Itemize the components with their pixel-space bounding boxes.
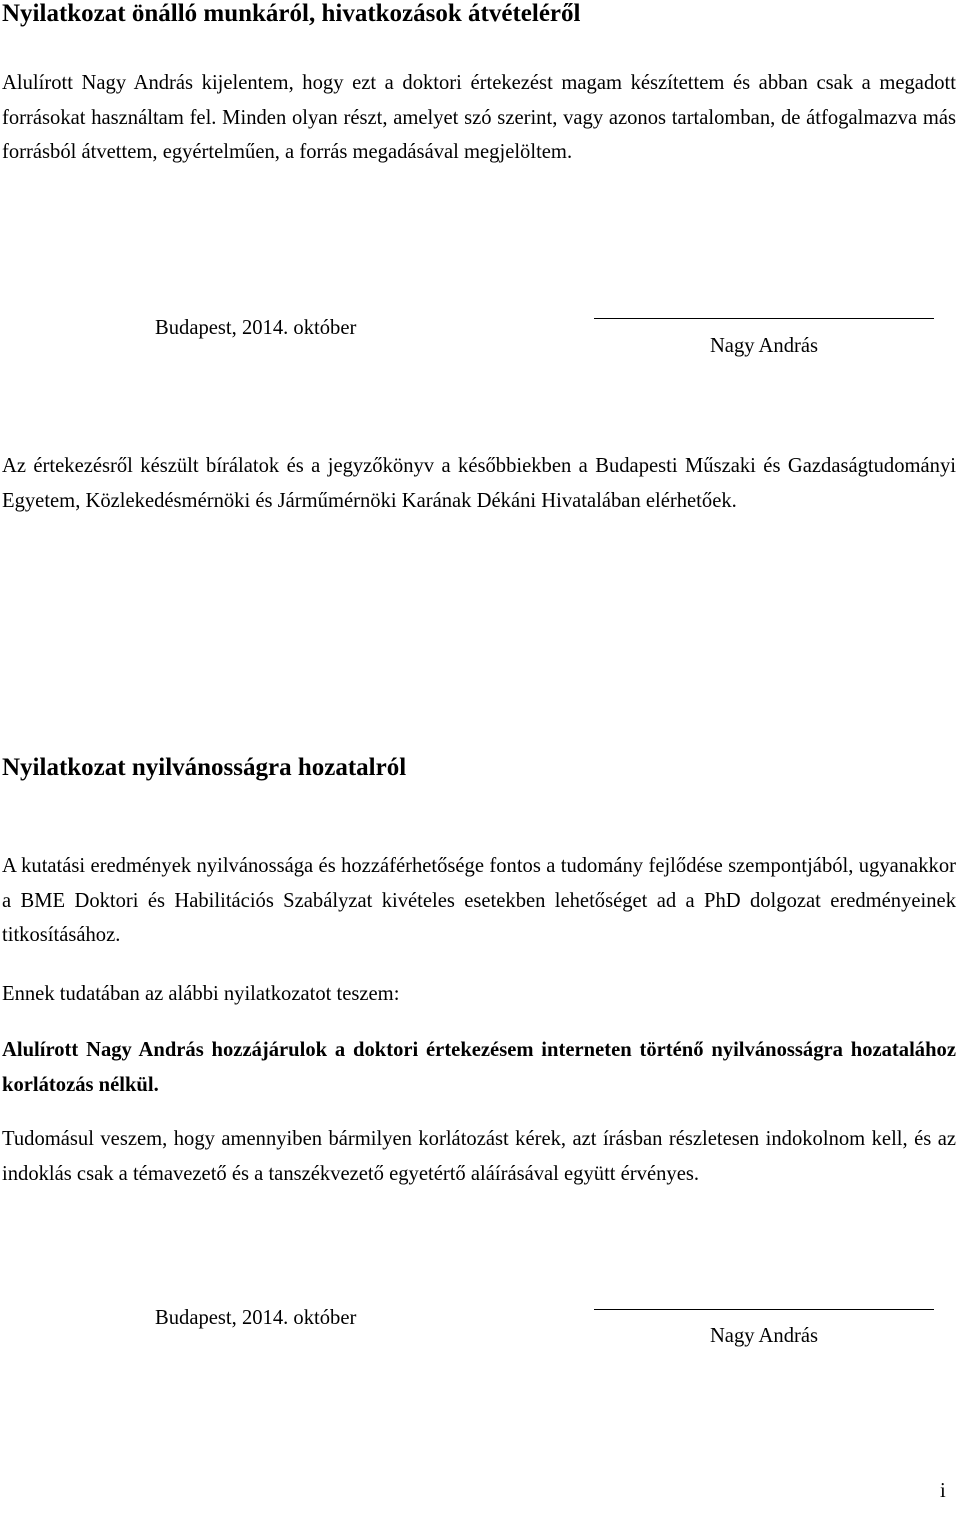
original-work-statement: Alulírott Nagy András kijelentem, hogy ezt a doktori értekezést magam készítettem és abban csak a megadott forrásokat használtam fel. Minden olyan részt, amelyet szó szerint, vagy azonos tartalomban, de átfogalmazva más forrásból átvettem, egyértelműen, a forrás megadásával megjelöltem. <box>2 72 956 164</box>
signature-line-1 <box>594 318 934 319</box>
restriction-acknowledgement: Tudomásul veszem, hogy amennyiben bármilyen korlátozást kérek, azt írásban részletesen indokolnom kell, és az indoklás csak a témavezető és a tanszékvezető egyetértő aláírásával együtt érvényes. <box>2 1128 956 1185</box>
place-date-2: Budapest, 2014. október <box>155 1307 357 1329</box>
review-availability-note: Az értekezésről készült bírálatok és a jegyzőkönyv a későbbiekben a Budapesti Műszaki és Gazdaságtudományi Egyetem, Közlekedésmérnöki és Járműmérnöki Karának Dékáni Hivatalában elérhetőek. <box>2 455 956 512</box>
signature-name-2: Nagy András <box>709 1325 819 1347</box>
declaration-intro: Ennek tudatában az alábbi nyilatkozatot teszem: <box>2 983 400 1005</box>
place-date-1: Budapest, 2014. október <box>155 317 357 339</box>
section-title-publication: Nyilatkozat nyilvánosságra hozatalról <box>2 754 407 781</box>
page-number: i <box>940 1480 946 1502</box>
publication-consent-statement: Alulírott Nagy András hozzájárulok a doktori értekezésem interneten történő nyilvánosságra hozatalához korlátozás nélkül. <box>2 1039 956 1096</box>
section-title-original-work: Nyilatkozat önálló munkáról, hivatkozások átvételéről <box>2 0 581 27</box>
publication-context: A kutatási eredmények nyilvánossága és hozzáférhetősége fontos a tudomány fejlődése szempontjából, ugyanakkor a BME Doktori és Habilitációs Szabályzat kivételes esetekben lehetőséget ad a PhD dolgozat eredményeinek titkosításához. <box>2 855 956 947</box>
signature-name-1: Nagy András <box>709 335 819 357</box>
signature-line-2 <box>594 1309 934 1310</box>
